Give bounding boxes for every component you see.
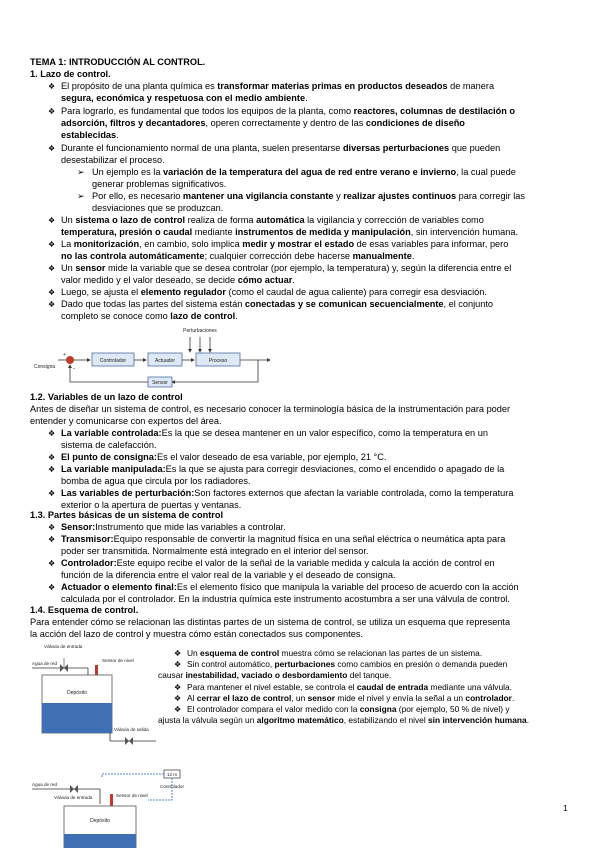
part-controlador-line1: Controlador:Este equipo recibe el valor de la señal de la variable medida y calcula la acción de control en [61,558,495,568]
minus-sign: - [73,366,75,372]
bullet-icon: ❖ [174,705,182,714]
para-b3-line2: desestabilizar el proceso. [61,155,165,165]
bullet-icon: ❖ [48,429,56,438]
para-1-4-line1: Para entender cómo se relacionan las distintas partes de un sistema de control, se utiliza un esquema que representa [30,617,511,627]
plus-sign: + [63,352,66,358]
variables-perturbacion-line1: Las variables de perturbación:Son factores externos que afectan la variable controlada, como la temperatura [61,488,514,498]
level-sensor-label: Sensor de nivel [102,658,134,663]
esquema-e5-line1: El controlador compara el valor medido con la consigna (por ejemplo, 50 % de nivel) y [187,704,510,714]
control-loop-diagram [30,324,290,390]
bullet-icon: ❖ [48,300,56,309]
summing-junction [66,356,74,364]
variable-manipulada-line1: La variable manipulada:Es la que se ajusta para corregir desviaciones, como el encendido o apagado de la [61,464,505,474]
bullet-icon: ❖ [174,649,182,658]
arrow-icon: ➢ [77,191,85,201]
para-b2-line2: adsorción, filtros y decantadores, operen correctamente y dentro de las condiciones de diseño [61,118,465,128]
para-b3a-line2: generar problemas significativos. [92,179,227,189]
esquema-e3: Para mantener el nivel estable, se controla el caudal de entrada mediante una válvula. [187,682,512,692]
para-b2-line1: Para lograrlo, es fundamental que todos los equipos de la planta, como reactores, columnas de destilación o [61,106,516,116]
bullet-icon: ❖ [48,216,56,225]
sensor-label: Sensor [152,380,168,386]
para-1-2-line1: Antes de diseñar un sistema de control, es necesario conocer la terminología básica de la instrumentación para poder [30,404,511,414]
valve-out-label: Válvula de salida [114,727,149,732]
page-number: 1 [563,803,568,813]
part-actuador-line2: calculada por el controlador. En la industria química este instrumento acostumbra a ser una válvula de control. [61,594,510,604]
part-controlador-line2: función de la diferencia entre el valor real de la variable y el deseado de consigna. [61,570,396,580]
level-sensor-icon [110,794,113,806]
bullet-icon: ❖ [48,489,56,498]
para-b6-line2: valor medido y el valor deseado, se decide cómo actuar. [61,275,295,285]
bullet-icon: ❖ [48,453,56,462]
variable-manipulada-line2: bomba de agua que circula por los radiadores. [61,476,251,486]
bullet-icon: ❖ [48,583,56,592]
punto-consigna: El punto de consigna:Es el valor deseado de esa variable, por ejemplo, 21 °C. [61,452,387,462]
valve-in-label: Válvula de entrada [44,644,83,649]
controller-label: Controlador [160,784,185,789]
para-1-2-line2: entender y comunicarse con expertos del área. [30,416,222,426]
para-1-4-line2: la acción del lazo de control y muestra cómo están conectados sus componentes. [30,629,363,639]
bullet-icon: ❖ [174,660,182,669]
para-b4-line1: Un sistema o lazo de control realiza de forma automática la vigilancia y corrección de variables como [61,215,484,225]
variables-perturbacion-line2: exterior o la apertura de puertas y ventanas. [61,500,242,510]
level-sensor-label: Sensor de nivel [116,793,148,798]
section-1-4-heading: 1.4. Esquema de control. [30,605,139,615]
section-1-heading: 1. Lazo de control. [30,69,111,79]
para-b1-line1: El propósito de una planta química es transformar materias primas en productos deseados de manera [61,81,495,91]
tank-label: Depósito [67,690,87,696]
bullet-icon: ❖ [48,535,56,544]
part-transmisor-line2: poder ser transmitida. Normalmente está integrado en el interior del sensor. [61,546,369,556]
variable-controlada-line2: sistema de calefacción. [61,440,157,450]
para-b4-line2: temperatura, presión o caudal mediante instrumentos de medida y manipulación, sin intervención humana. [61,227,518,237]
bullet-icon: ❖ [174,683,182,692]
para-b8-line2: completo se conoce como lazo de control. [61,311,238,321]
section-1-3-heading: 1.3. Partes básicas de un sistema de control [30,510,224,520]
part-sensor: Sensor:Instrumento que mide las variables a controlar. [61,522,286,532]
bullet-icon: ❖ [48,82,56,91]
para-b3-line1: Durante el funcionamiento normal de una planta, suelen presentarse diversas perturbaciones que pueden [61,143,501,153]
perturbaciones-label: Perturbaciones [183,328,217,334]
water-label: Agua de red [32,782,58,787]
arrow-icon: ➢ [77,167,85,177]
para-b1-line2: segura, económica y respetuosa con el medio ambiente. [61,93,308,103]
bullet-icon: ❖ [48,264,56,273]
bullet-icon: ❖ [48,107,56,116]
water-fill [64,834,136,848]
consigna-label: Consigna [34,364,56,370]
esquema-e4: Al cerrar el lazo de control, un sensor mide el nivel y envía la señal a un controlador. [187,693,515,703]
esquema-e1: Un esquema de control muestra cómo se relacionan las partes de un sistema. [187,648,483,658]
water-fill [42,703,112,733]
para-b3b-line1: Por ello, es necesario mantener una vigilancia constante y realizar ajustes continuos para corregir las [92,191,526,201]
part-actuador-line1: Actuador o elemento final:Es el elemento físico que manipula la variable del proceso de acuerdo con la acción [61,582,519,592]
bullet-icon: ❖ [48,465,56,474]
bullet-icon: ❖ [48,288,56,297]
para-b8-line1: Dado que todas las partes del sistema están conectadas y se comunican secuencialmente, el conjunto [61,299,494,309]
tank-diagram-closed-loop [30,764,200,848]
para-b5-line1: La monitorización, en cambio, solo implica medir y mostrar el estado de esas variables para informar, pero [61,239,509,249]
bullet-icon: ❖ [174,694,182,703]
para-b5-line2: no las controla automáticamente; cualquier corrección debe hacerse manualmente. [61,251,415,261]
variable-controlada-line1: La variable controlada:Es la que se desea mantener en un valor específico, como la temperatura en un [61,428,488,438]
para-b7: Luego, se ajusta el elemento regulador (como el caudal de agua caliente) para corregir esa desviación. [61,287,487,297]
actuador-label: Actuador [154,358,176,364]
esquema-e2-line2: causar inestabilidad, vaciado o desbordamiento del tanque. [158,670,392,680]
section-1-2-heading: 1.2. Variables de un lazo de control [30,392,183,402]
esquema-e5-line2: ajusta la válvula según un algoritmo matemático, estabilizando el nivel sin intervención humana. [158,715,530,725]
tank-label: Depósito [90,818,110,824]
esquema-e2-line1: Sin control automático, perturbaciones como cambios en presión o demanda pueden [187,659,508,669]
para-b6-line1: Un sensor mide la variable que se desea controlar (por ejemplo, la temperatura) y, según la diferencia entre el [61,263,512,273]
valve-in-label: Válvula de entrada [54,795,93,800]
bullet-icon: ❖ [48,559,56,568]
valve-out-icon [125,737,133,745]
proceso-label: Proceso [208,358,228,364]
part-transmisor-line1: Transmisor:Equipo responsable de convertir la magnitud física en una señal eléctrica o neumática apta para [61,534,506,544]
bullet-icon: ❖ [48,240,56,249]
bullet-icon: ❖ [48,144,56,153]
para-b2-line3: establecidas. [61,130,119,140]
controller-readout: 12 m [166,772,178,777]
para-b3b-line2: desviaciones que se produzcan. [92,203,224,213]
doc-title: TEMA 1: INTRODUCCIÓN AL CONTROL. [30,57,206,67]
valve-in-icon [70,785,78,793]
controlador-label: Controlador [99,358,127,364]
bullet-icon: ❖ [48,523,56,532]
tank-diagram-open-loop [30,641,160,757]
water-label: Agua de red [32,661,58,666]
para-b3a-line1: Un ejemplo es la variación de la temperatura del agua de red entre verano e invierno, la cual puede [92,167,516,177]
